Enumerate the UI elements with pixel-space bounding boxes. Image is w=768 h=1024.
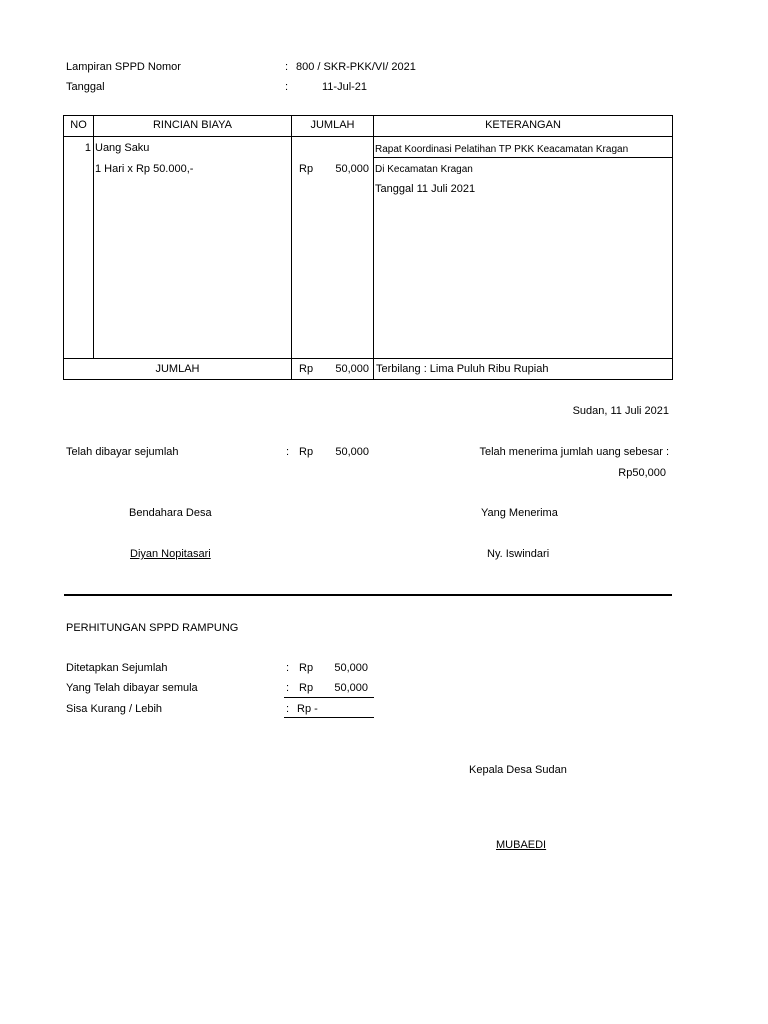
lampiran-colon: :: [285, 61, 289, 73]
keterangan-line-1: Rapat Koordinasi Pelatihan TP PKK Keacamatan Kragan: [375, 144, 629, 155]
calc-row-amount: 50,000: [334, 662, 368, 674]
received-amount: Rp50,000: [618, 467, 666, 479]
calc-row-colon: :: [286, 662, 290, 674]
penerima-title: Yang Menerima: [481, 507, 558, 519]
header-no: NO: [70, 119, 87, 131]
calc-row-label: Ditetapkan Sejumlah: [66, 662, 168, 674]
total-currency: Rp: [299, 363, 314, 375]
calc-row-amount: 50,000: [334, 682, 368, 694]
total-amount: 50,000: [335, 363, 369, 375]
paid-colon: :: [286, 446, 290, 458]
tanggal-label: Tanggal: [66, 81, 105, 93]
keterangan-line-2: Di Kecamatan Kragan: [375, 164, 473, 175]
keterangan-line-3: Tanggal 11 Juli 2021: [375, 183, 476, 195]
paid-currency: Rp: [299, 446, 314, 458]
kepala-title: Kepala Desa Sudan: [469, 764, 567, 776]
section-divider: [64, 594, 672, 596]
terbilang: Terbilang : Lima Puluh Ribu Rupiah: [376, 363, 549, 375]
paid-label: Telah dibayar sejumlah: [66, 446, 179, 458]
row-currency: Rp: [299, 163, 314, 175]
calc-row-colon: :: [286, 682, 290, 694]
calc-subtotal-rule: [284, 697, 374, 698]
bendahara-title: Bendahara Desa: [129, 507, 212, 519]
kepala-name: MUBAEDI: [496, 839, 547, 851]
calc-row-currency: Rp: [299, 682, 314, 694]
calc-row-label: Sisa Kurang / Lebih: [66, 703, 163, 715]
place-date: Sudan, 11 Juli 2021: [572, 405, 669, 417]
row-no: 1: [84, 142, 91, 154]
tanggal-colon: :: [285, 81, 289, 93]
lampiran-value: 800 / SKR-PKK/VI/ 2021: [296, 61, 416, 73]
rincian-item: Uang Saku: [95, 142, 150, 154]
received-label: Telah menerima jumlah uang sebesar :: [479, 446, 669, 458]
calc-row-label: Yang Telah dibayar semula: [66, 682, 198, 694]
total-label: JUMLAH: [155, 363, 200, 375]
paid-amount: 50,000: [335, 446, 369, 458]
tanggal-value: 11-Jul-21: [322, 81, 368, 93]
row-amount: 50,000: [335, 163, 369, 175]
header-keterangan: KETERANGAN: [485, 119, 561, 131]
calc-row-currency: Rp -: [297, 703, 318, 715]
lampiran-label: Lampiran SPPD Nomor: [66, 61, 181, 73]
header-jumlah: JUMLAH: [310, 119, 355, 131]
calc-title: PERHITUNGAN SPPD RAMPUNG: [66, 622, 239, 634]
calc-total-rule: [284, 717, 374, 718]
calc-row-colon: :: [286, 703, 290, 715]
penerima-name: Ny. Iswindari: [487, 548, 550, 560]
bendahara-name: Diyan Nopitasari: [130, 548, 211, 560]
calc-row-currency: Rp: [299, 662, 314, 674]
rincian-detail: 1 Hari x Rp 50.000,-: [95, 163, 194, 175]
header-rincian-biaya: RINCIAN BIAYA: [152, 119, 233, 131]
